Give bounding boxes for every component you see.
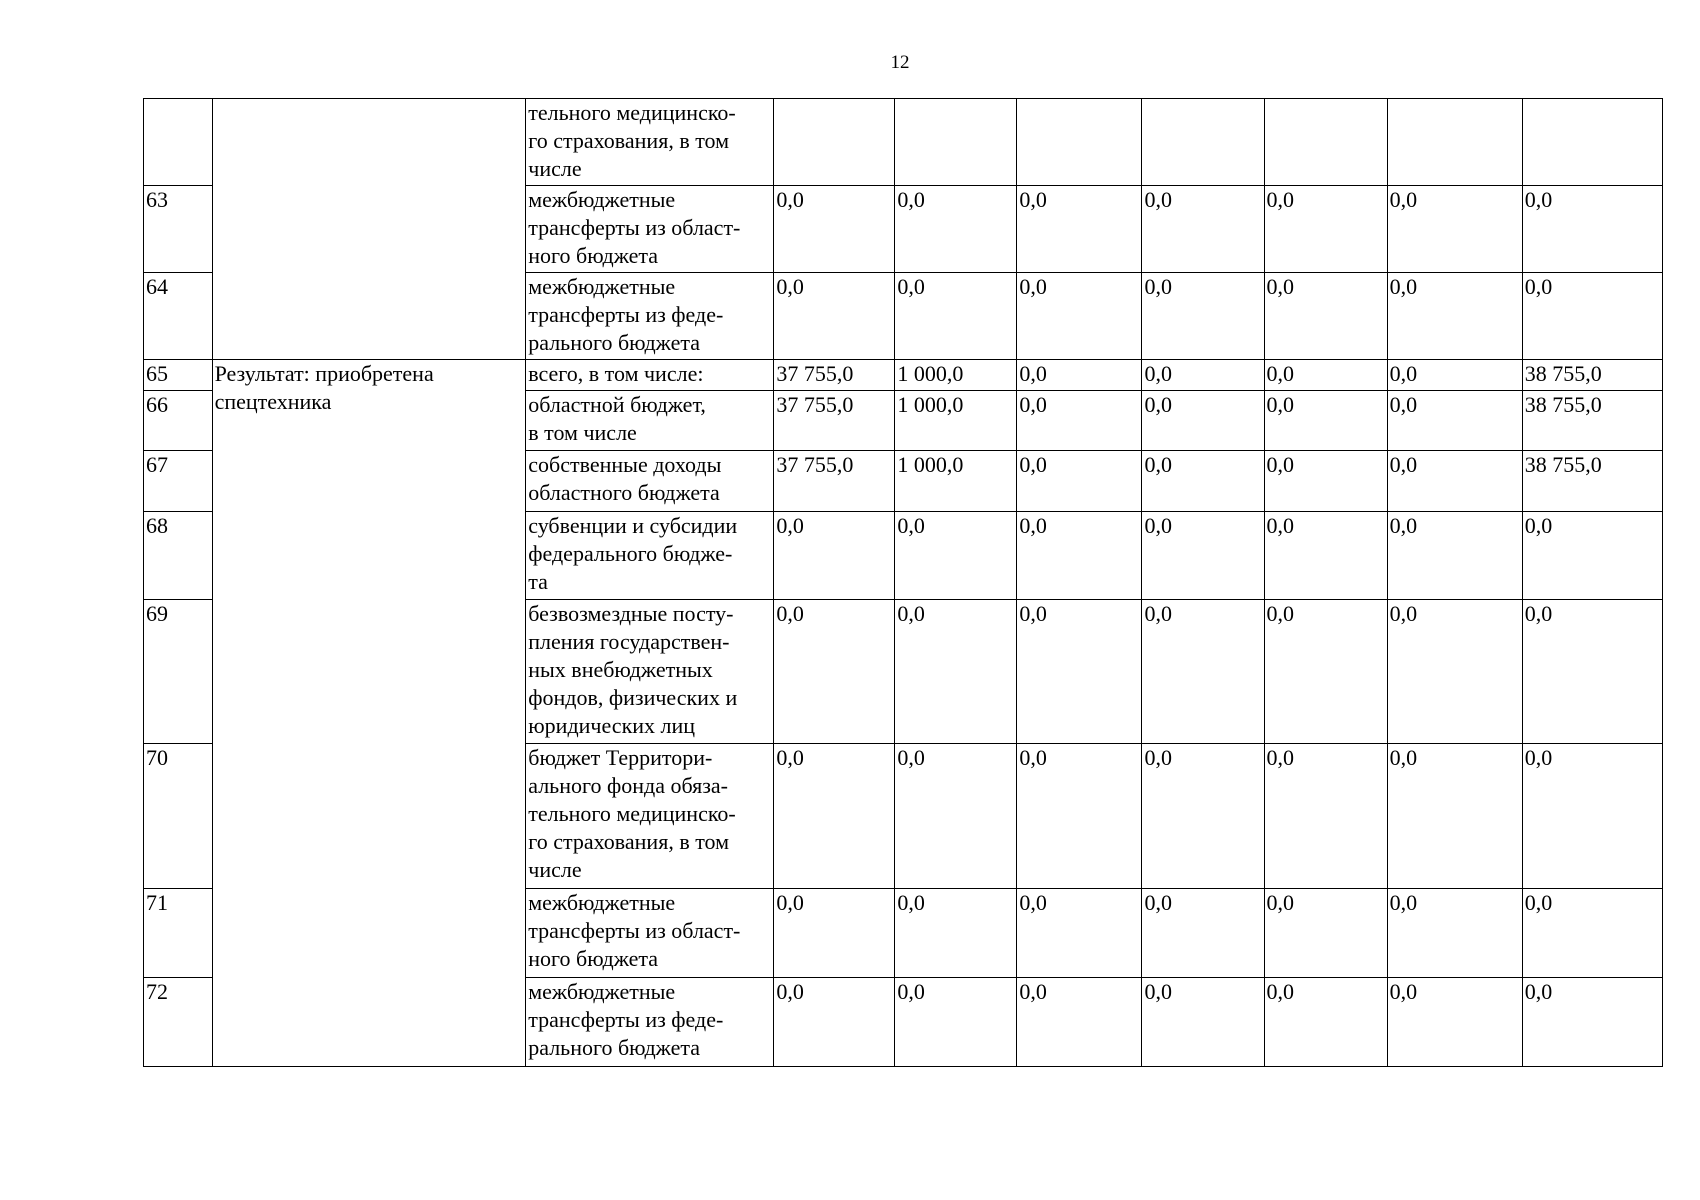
value-cell — [1142, 99, 1264, 186]
row-number: 68 — [144, 512, 213, 600]
row-number: 72 — [144, 978, 213, 1067]
value-cell: 38 755,0 — [1522, 451, 1662, 512]
value-cell: 0,0 — [1264, 512, 1387, 600]
value-cell: 0,0 — [895, 600, 1017, 744]
value-cell: 0,0 — [1264, 744, 1387, 889]
table-row — [144, 360, 1663, 391]
value-cell: 37 755,0 — [774, 451, 895, 512]
value-cell: 0,0 — [1017, 186, 1142, 273]
value-cell: 0,0 — [1522, 273, 1662, 360]
value-cell: 0,0 — [1142, 889, 1264, 978]
value-cell: 0,0 — [1017, 360, 1142, 391]
value-cell: 0,0 — [1264, 186, 1387, 273]
value-cell: 0,0 — [1264, 889, 1387, 978]
value-cell: 0,0 — [774, 512, 895, 600]
value-cell: 0,0 — [1522, 889, 1662, 978]
value-cell: 37 755,0 — [774, 391, 895, 451]
value-cell: 0,0 — [1387, 186, 1522, 273]
result-label: Результат: приобретена спецтехника — [212, 360, 526, 1067]
table-row — [144, 99, 1663, 186]
value-cell: 0,0 — [774, 600, 895, 744]
value-cell: 38 755,0 — [1522, 360, 1662, 391]
funding-source: всего, в том числе: — [526, 360, 774, 391]
value-cell: 1 000,0 — [895, 391, 1017, 451]
value-cell: 0,0 — [1017, 889, 1142, 978]
row-number: 69 — [144, 600, 213, 744]
value-cell — [1522, 99, 1662, 186]
page-number: 12 — [890, 52, 910, 73]
value-cell: 0,0 — [1264, 360, 1387, 391]
value-cell: 0,0 — [1142, 512, 1264, 600]
value-cell: 0,0 — [1142, 360, 1264, 391]
value-cell: 0,0 — [1387, 512, 1522, 600]
funding-source: межбюджетные трансферты из област- ного бюджета — [526, 889, 774, 978]
value-cell: 37 755,0 — [774, 360, 895, 391]
row-number — [144, 99, 213, 186]
value-cell: 0,0 — [1387, 391, 1522, 451]
value-cell: 1 000,0 — [895, 360, 1017, 391]
budget-table — [143, 98, 1663, 1067]
value-cell: 0,0 — [1142, 978, 1264, 1067]
value-cell: 0,0 — [1017, 391, 1142, 451]
value-cell: 0,0 — [774, 889, 895, 978]
value-cell — [1017, 99, 1142, 186]
value-cell: 0,0 — [1142, 391, 1264, 451]
value-cell: 0,0 — [1522, 186, 1662, 273]
funding-source: межбюджетные трансферты из феде- рального бюджета — [526, 978, 774, 1067]
value-cell: 0,0 — [1017, 600, 1142, 744]
value-cell: 0,0 — [1387, 600, 1522, 744]
value-cell: 0,0 — [1142, 744, 1264, 889]
value-cell: 0,0 — [1142, 600, 1264, 744]
value-cell: 0,0 — [1387, 978, 1522, 1067]
value-cell: 0,0 — [895, 512, 1017, 600]
funding-source: безвозмездные посту- пления государствен- ных внебюджетных фондов, физических и юридических лиц — [526, 600, 774, 744]
value-cell: 0,0 — [895, 744, 1017, 889]
value-cell: 0,0 — [774, 978, 895, 1067]
value-cell: 0,0 — [1522, 600, 1662, 744]
value-cell: 0,0 — [1522, 744, 1662, 889]
value-cell — [1264, 99, 1387, 186]
funding-source: межбюджетные трансферты из област- ного бюджета — [526, 186, 774, 273]
funding-source: межбюджетные трансферты из феде- рального бюджета — [526, 273, 774, 360]
row-number: 67 — [144, 451, 213, 512]
value-cell: 38 755,0 — [1522, 391, 1662, 451]
value-cell: 0,0 — [1264, 273, 1387, 360]
funding-source: тельного медицинско- го страхования, в том числе — [526, 99, 774, 186]
value-cell: 0,0 — [1522, 978, 1662, 1067]
value-cell: 0,0 — [1387, 744, 1522, 889]
row-number: 63 — [144, 186, 213, 273]
value-cell: 0,0 — [1017, 512, 1142, 600]
value-cell: 0,0 — [1387, 360, 1522, 391]
value-cell: 0,0 — [895, 273, 1017, 360]
value-cell — [895, 99, 1017, 186]
funding-source: собственные доходы областного бюджета — [526, 451, 774, 512]
value-cell: 0,0 — [774, 744, 895, 889]
value-cell: 0,0 — [1264, 600, 1387, 744]
value-cell: 0,0 — [1387, 889, 1522, 978]
value-cell: 0,0 — [774, 273, 895, 360]
row-number: 66 — [144, 391, 213, 451]
value-cell: 0,0 — [1017, 273, 1142, 360]
value-cell: 0,0 — [1017, 451, 1142, 512]
value-cell: 0,0 — [1142, 186, 1264, 273]
value-cell: 0,0 — [1142, 273, 1264, 360]
value-cell: 0,0 — [1387, 273, 1522, 360]
value-cell — [1387, 99, 1522, 186]
row-number: 65 — [144, 360, 213, 391]
value-cell: 0,0 — [1264, 978, 1387, 1067]
funding-source: субвенции и субсидии федерального бюдже- та — [526, 512, 774, 600]
row-number: 64 — [144, 273, 213, 360]
value-cell: 0,0 — [1017, 978, 1142, 1067]
value-cell: 0,0 — [774, 186, 895, 273]
value-cell: 0,0 — [1522, 512, 1662, 600]
funding-source: областной бюджет, в том числе — [526, 391, 774, 451]
value-cell — [774, 99, 895, 186]
value-cell: 0,0 — [1017, 744, 1142, 889]
value-cell: 0,0 — [895, 186, 1017, 273]
result-cell-previous — [212, 99, 526, 360]
row-number: 70 — [144, 744, 213, 889]
funding-source: бюджет Территори- ального фонда обяза- тельного медицинско- го страхования, в том числе — [526, 744, 774, 889]
value-cell: 0,0 — [1387, 451, 1522, 512]
value-cell: 0,0 — [895, 978, 1017, 1067]
value-cell: 0,0 — [1142, 451, 1264, 512]
value-cell: 0,0 — [895, 889, 1017, 978]
value-cell: 1 000,0 — [895, 451, 1017, 512]
value-cell: 0,0 — [1264, 451, 1387, 512]
value-cell: 0,0 — [1264, 391, 1387, 451]
row-number: 71 — [144, 889, 213, 978]
